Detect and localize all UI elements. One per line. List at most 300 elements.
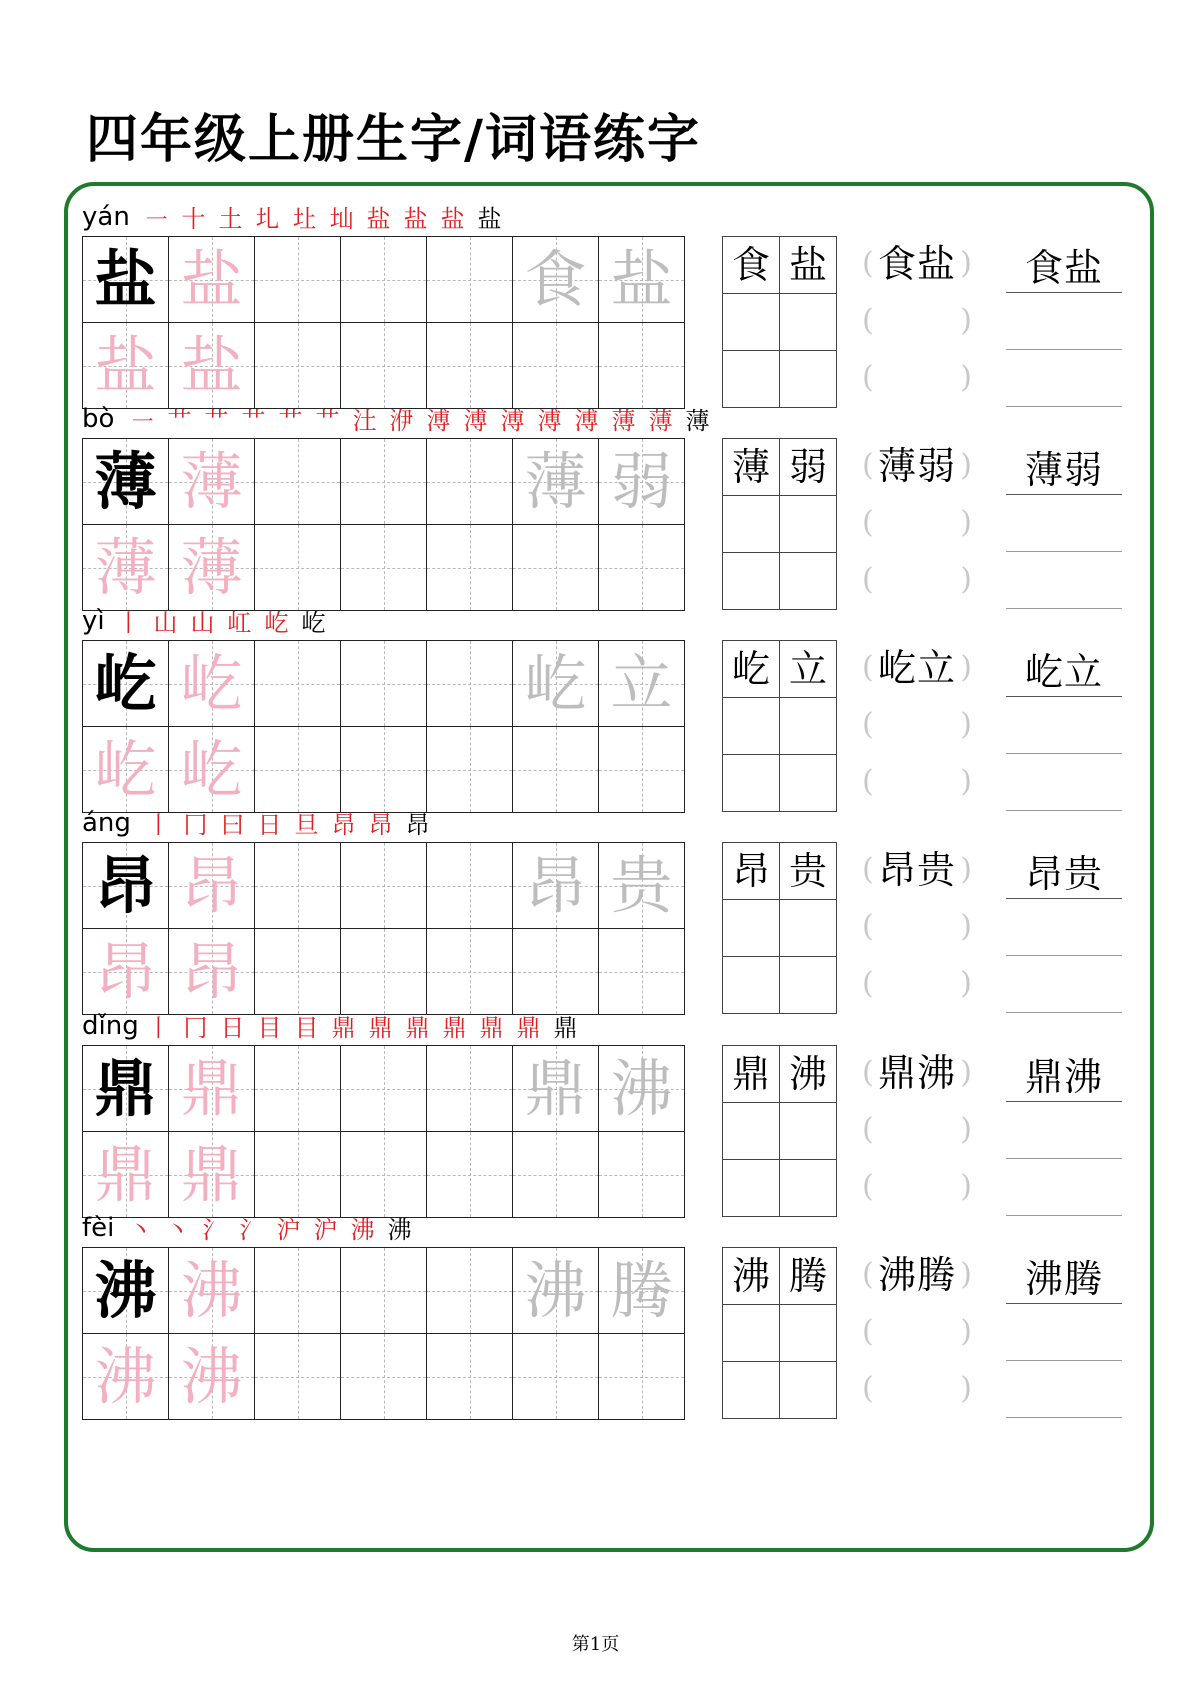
practice-cell[interactable] [169, 1334, 255, 1420]
model-char: 屹 [94, 646, 157, 720]
pinyin-label: dǐng [82, 1011, 139, 1041]
trace-char: 立 [610, 646, 673, 720]
close-paren: ) [960, 764, 972, 799]
word-cell[interactable]: 食 [723, 237, 780, 294]
stroke-step [325, 1013, 362, 1043]
stroke-glyph: 艹 [204, 407, 229, 435]
practice-cell[interactable] [83, 1132, 169, 1218]
practice-cell[interactable] [341, 641, 427, 727]
paren-blank[interactable] [862, 1361, 972, 1418]
word-cell[interactable] [780, 1362, 837, 1419]
stroke-glyph: 氵 [202, 1216, 227, 1244]
stroke-glyph: 溥 [500, 407, 525, 435]
open-paren: ( [862, 707, 874, 742]
close-paren: ) [960, 650, 972, 685]
stroke-step [212, 204, 249, 234]
open-paren: ( [862, 246, 874, 281]
stroke-step [124, 406, 161, 436]
close-paren: ) [960, 852, 972, 887]
practice-cell[interactable] [169, 843, 255, 929]
practice-grid [82, 1045, 685, 1218]
model-char: 盐 [94, 242, 157, 316]
underline-word: 食盐 [1024, 246, 1103, 290]
practice-cell[interactable] [169, 1248, 255, 1334]
practice-cell[interactable] [255, 929, 341, 1015]
stroke-glyph: 盐 [366, 205, 391, 233]
stroke-glyph: 圸 [329, 205, 354, 233]
practice-cell[interactable] [83, 1334, 169, 1420]
char-section [82, 1207, 1142, 1425]
practice-cell[interactable] [341, 1046, 427, 1132]
trace-char: 鼎 [524, 1051, 587, 1125]
underline-blank[interactable] [1006, 293, 1122, 350]
practice-cell[interactable] [169, 1132, 255, 1218]
practice-cell[interactable] [427, 727, 513, 813]
trace-char: 鼎 [94, 1137, 157, 1211]
stroke-glyph: 十 [181, 205, 206, 233]
stroke-step [471, 204, 508, 234]
open-paren: ( [862, 448, 874, 483]
close-paren: ) [960, 1169, 972, 1204]
stroke-step [436, 1013, 473, 1043]
practice-cell[interactable] [599, 439, 685, 525]
underline-word: 薄弱 [1024, 448, 1103, 492]
stroke-step [288, 810, 325, 840]
practice-cell[interactable] [427, 237, 513, 323]
stroke-glyph: 溥 [574, 407, 599, 435]
word-cell[interactable]: 腾 [780, 1248, 837, 1305]
open-paren: ( [862, 1314, 874, 1349]
close-paren: ) [960, 1112, 972, 1147]
stroke-glyph: ㇐ [130, 407, 155, 435]
practice-cell[interactable] [341, 727, 427, 813]
stroke-glyph: 圠 [255, 205, 280, 233]
practice-cell[interactable] [599, 641, 685, 727]
word-cell[interactable]: 弱 [780, 439, 837, 496]
practice-cell[interactable] [599, 727, 685, 813]
close-paren: ) [960, 707, 972, 742]
stroke-step [381, 1215, 418, 1245]
stroke-glyph: 鼎 [405, 1014, 430, 1042]
word-cell[interactable]: 昂 [723, 843, 780, 900]
underline-blank[interactable] [1006, 1102, 1122, 1159]
word-cell[interactable]: 屹 [723, 641, 780, 698]
word-grid [722, 438, 837, 610]
trace-char: 沸 [180, 1339, 243, 1413]
practice-cell[interactable] [255, 1046, 341, 1132]
stroke-step [344, 1215, 381, 1245]
practice-cell[interactable] [169, 727, 255, 813]
open-paren: ( [862, 505, 874, 540]
practice-cell[interactable] [513, 525, 599, 611]
underline-word: 昂贵 [1024, 852, 1103, 896]
page-title: 四年级上册生字/词语练字 [86, 109, 701, 170]
close-paren: ) [960, 448, 972, 483]
practice-cell[interactable] [255, 323, 341, 409]
underline-word: 屹立 [1024, 650, 1103, 694]
word-cell[interactable]: 立 [780, 641, 837, 698]
close-paren: ) [960, 303, 972, 338]
practice-cell[interactable] [83, 843, 169, 929]
stroke-glyph: 沸 [350, 1216, 375, 1244]
stroke-glyph: 沪 [276, 1216, 301, 1244]
practice-cell[interactable] [599, 1046, 685, 1132]
close-paren: ) [960, 562, 972, 597]
word-cell[interactable] [723, 1305, 780, 1362]
underline-blank[interactable] [1006, 495, 1122, 552]
close-paren: ) [960, 966, 972, 1001]
model-char: 昂 [94, 848, 157, 922]
stroke-glyph: 艹 [167, 407, 192, 435]
close-paren: ) [960, 1314, 972, 1349]
word-cell[interactable] [723, 496, 780, 553]
practice-cell[interactable] [513, 439, 599, 525]
stroke-glyph: 沪 [313, 1216, 338, 1244]
trace-char: 沸 [180, 1253, 243, 1327]
practice-cell[interactable] [255, 843, 341, 929]
stroke-glyph: 汢 [352, 407, 377, 435]
underline-blank[interactable] [1006, 1361, 1122, 1418]
underline-word: 鼎沸 [1024, 1055, 1103, 1099]
paren-word: 鼎沸 [877, 1051, 956, 1095]
stroke-step [196, 1215, 233, 1245]
stroke-glyph: 鼎 [516, 1014, 541, 1042]
stroke-glyph: 艹 [278, 407, 303, 435]
stroke-step [420, 406, 457, 436]
paren-blank[interactable] [862, 842, 972, 899]
stroke-step [642, 406, 679, 436]
close-paren: ) [960, 246, 972, 281]
stroke-glyph: 土 [218, 205, 243, 233]
stroke-step [286, 204, 323, 234]
trace-char: 贵 [610, 848, 673, 922]
word-cell[interactable] [780, 698, 837, 755]
practice-cell[interactable] [255, 1132, 341, 1218]
practice-cell[interactable] [255, 525, 341, 611]
trace-char: 薄 [180, 444, 243, 518]
practice-grid [82, 438, 685, 611]
stroke-glyph: 薄 [648, 407, 673, 435]
open-paren: ( [862, 562, 874, 597]
stroke-step [214, 810, 251, 840]
stroke-glyph: 盐 [403, 205, 428, 233]
trace-char: 鼎 [180, 1051, 243, 1125]
stroke-step [457, 406, 494, 436]
practice-cell[interactable] [513, 929, 599, 1015]
practice-cell[interactable] [83, 439, 169, 525]
word-grid [722, 1247, 837, 1419]
word-cell[interactable] [723, 1103, 780, 1160]
practice-cell[interactable] [83, 323, 169, 409]
practice-cell[interactable] [513, 237, 599, 323]
practice-grid [82, 1247, 685, 1420]
model-char: 薄 [94, 444, 157, 518]
stroke-step [198, 406, 235, 436]
open-paren: ( [862, 1371, 874, 1406]
practice-cell[interactable] [169, 1046, 255, 1132]
practice-cell[interactable] [341, 439, 427, 525]
practice-cell[interactable] [599, 237, 685, 323]
stroke-glyph: 目 [257, 1014, 282, 1042]
word-cell[interactable] [780, 1305, 837, 1362]
practice-cell[interactable] [341, 929, 427, 1015]
stroke-step [605, 406, 642, 436]
practice-cell[interactable] [341, 237, 427, 323]
paren-word: 屹立 [877, 646, 956, 690]
stroke-step [161, 406, 198, 436]
trace-char: 腾 [610, 1253, 673, 1327]
practice-grid [82, 236, 685, 409]
practice-cell[interactable] [255, 1334, 341, 1420]
practice-cell[interactable] [169, 439, 255, 525]
stroke-glyph: 沸 [387, 1216, 412, 1244]
practice-cell[interactable] [599, 1334, 685, 1420]
word-cell[interactable] [780, 900, 837, 957]
practice-cell[interactable] [427, 1046, 513, 1132]
open-paren: ( [862, 360, 874, 395]
stroke-glyph: 鼎 [442, 1014, 467, 1042]
stroke-glyph: 丶 [128, 1216, 153, 1244]
word-cell[interactable] [723, 294, 780, 351]
practice-cell[interactable] [599, 1132, 685, 1218]
practice-cell[interactable] [427, 1132, 513, 1218]
char-section [82, 1005, 1142, 1223]
paren-blank[interactable] [862, 293, 972, 350]
stroke-step [288, 1013, 325, 1043]
word-cell[interactable]: 盐 [780, 237, 837, 294]
close-paren: ) [960, 505, 972, 540]
practice-cell[interactable] [599, 525, 685, 611]
stroke-step [251, 810, 288, 840]
stroke-step [346, 406, 383, 436]
trace-char: 沸 [524, 1253, 587, 1327]
practice-cell[interactable] [427, 439, 513, 525]
stroke-glyph: 昂 [368, 811, 393, 839]
stroke-step [494, 406, 531, 436]
practice-cell[interactable] [83, 1046, 169, 1132]
stroke-glyph: 溥 [426, 407, 451, 435]
practice-cell[interactable] [341, 843, 427, 929]
stroke-glyph: 山 [153, 609, 178, 637]
word-grid [722, 236, 837, 408]
stroke-step [309, 406, 346, 436]
trace-char: 昂 [94, 934, 157, 1008]
practice-cell[interactable] [341, 1132, 427, 1218]
word-grid [722, 842, 837, 1014]
underline-blank[interactable] [1006, 640, 1122, 697]
practice-cell[interactable] [427, 929, 513, 1015]
word-cell[interactable] [780, 496, 837, 553]
practice-cell[interactable] [513, 323, 599, 409]
practice-cell[interactable] [427, 843, 513, 929]
trace-char: 盐 [94, 328, 157, 402]
stroke-step [249, 204, 286, 234]
open-paren: ( [862, 303, 874, 338]
paren-blank[interactable] [862, 1102, 972, 1159]
trace-char: 薄 [524, 444, 587, 518]
close-paren: ) [960, 1055, 972, 1090]
stroke-glyph: ㇐ [144, 205, 169, 233]
underline-word: 沸腾 [1024, 1257, 1103, 1301]
trace-char: 薄 [94, 530, 157, 604]
stroke-glyph: 昂 [405, 811, 430, 839]
stroke-glyph: 艹 [315, 407, 340, 435]
stroke-step [184, 608, 221, 638]
practice-cell[interactable] [255, 237, 341, 323]
stroke-step [679, 406, 716, 436]
word-cell[interactable] [780, 1103, 837, 1160]
paren-blank[interactable] [862, 236, 972, 293]
underline-blank[interactable] [1006, 842, 1122, 899]
paren-blank[interactable] [862, 1247, 972, 1304]
practice-cell[interactable] [83, 1248, 169, 1334]
practice-cell[interactable] [427, 1248, 513, 1334]
pinyin-label: fèi [82, 1213, 115, 1243]
page-number: 第1页 [571, 1634, 620, 1655]
paren-blank[interactable] [862, 1045, 972, 1102]
practice-cell[interactable] [83, 929, 169, 1015]
underline-blank[interactable] [1006, 899, 1122, 956]
trace-char: 盐 [610, 242, 673, 316]
practice-cell[interactable] [513, 1132, 599, 1218]
practice-cell[interactable] [513, 843, 599, 929]
practice-cell[interactable] [169, 323, 255, 409]
practice-cell[interactable] [255, 641, 341, 727]
stroke-step [251, 1013, 288, 1043]
practice-cell[interactable] [255, 1248, 341, 1334]
paren-blank[interactable] [862, 697, 972, 754]
word-cell[interactable]: 贵 [780, 843, 837, 900]
trace-char: 沸 [610, 1051, 673, 1125]
practice-cell[interactable] [83, 525, 169, 611]
paren-blank[interactable] [862, 495, 972, 552]
underline-blank[interactable] [1006, 697, 1122, 754]
open-paren: ( [862, 1169, 874, 1204]
char-section [82, 802, 1142, 1020]
underline-blank[interactable] [1006, 438, 1122, 495]
stroke-glyph: 丶 [165, 1216, 190, 1244]
practice-cell[interactable] [83, 727, 169, 813]
stroke-glyph: 目 [294, 1014, 319, 1042]
trace-char: 鼎 [180, 1137, 243, 1211]
practice-cell[interactable] [599, 1248, 685, 1334]
practice-cell[interactable] [255, 439, 341, 525]
stroke-glyph: 鼎 [368, 1014, 393, 1042]
practice-cell[interactable] [341, 1334, 427, 1420]
word-cell[interactable]: 薄 [723, 439, 780, 496]
practice-cell[interactable] [255, 727, 341, 813]
stroke-glyph: 丨 [116, 609, 141, 637]
pinyin-label: yì [82, 606, 105, 636]
stroke-glyph: 洢 [389, 407, 414, 435]
stroke-step [270, 1215, 307, 1245]
practice-cell[interactable] [599, 843, 685, 929]
stroke-glyph: 冂 [183, 811, 208, 839]
stroke-step [399, 810, 436, 840]
stroke-order [138, 200, 508, 234]
stroke-step [140, 1013, 177, 1043]
char-section [82, 600, 1142, 818]
practice-cell[interactable] [427, 1334, 513, 1420]
practice-cell[interactable] [341, 525, 427, 611]
word-cell[interactable]: 沸 [780, 1046, 837, 1103]
paren-blank[interactable] [862, 899, 972, 956]
underline-blank[interactable] [1006, 1247, 1122, 1304]
practice-cell[interactable] [169, 641, 255, 727]
close-paren: ) [960, 1371, 972, 1406]
practice-cell[interactable] [599, 323, 685, 409]
word-cell[interactable] [723, 698, 780, 755]
practice-cell[interactable] [169, 237, 255, 323]
word-cell[interactable]: 鼎 [723, 1046, 780, 1103]
trace-char: 屹 [94, 732, 157, 806]
word-cell[interactable] [723, 900, 780, 957]
practice-cell[interactable] [169, 525, 255, 611]
trace-char: 薄 [180, 530, 243, 604]
underline-blank[interactable] [1006, 1304, 1122, 1361]
practice-cell[interactable] [427, 323, 513, 409]
paren-blank[interactable] [862, 640, 972, 697]
practice-cell[interactable] [513, 1248, 599, 1334]
practice-cell[interactable] [169, 929, 255, 1015]
stroke-step [295, 608, 332, 638]
paren-blank[interactable] [862, 1304, 972, 1361]
paren-word: 食盐 [877, 242, 956, 286]
stroke-glyph: 盐 [440, 205, 465, 233]
practice-cell[interactable] [83, 237, 169, 323]
underline-blank[interactable] [1006, 236, 1122, 293]
stroke-step [147, 608, 184, 638]
word-grid [722, 1045, 837, 1217]
practice-cell[interactable] [427, 525, 513, 611]
stroke-step [473, 1013, 510, 1043]
practice-cell[interactable] [513, 641, 599, 727]
practice-cell[interactable] [513, 1046, 599, 1132]
stroke-glyph: 薄 [611, 407, 636, 435]
stroke-step [547, 1013, 584, 1043]
stroke-glyph: 日 [257, 811, 282, 839]
practice-cell[interactable] [513, 727, 599, 813]
stroke-glyph: 冂 [183, 1014, 208, 1042]
practice-cell[interactable] [427, 641, 513, 727]
stroke-glyph: 圵 [292, 205, 317, 233]
pinyin-label: yán [82, 202, 130, 232]
paren-blank[interactable] [862, 438, 972, 495]
practice-cell[interactable] [341, 323, 427, 409]
close-paren: ) [960, 909, 972, 944]
underline-blank[interactable] [1006, 1045, 1122, 1102]
pinyin-label: bò [82, 404, 115, 434]
practice-grid [82, 842, 685, 1015]
practice-cell[interactable] [83, 641, 169, 727]
stroke-glyph: 屹 [264, 609, 289, 637]
model-char: 鼎 [94, 1051, 157, 1125]
paren-word: 薄弱 [877, 444, 956, 488]
word-cell[interactable] [723, 1362, 780, 1419]
stroke-glyph: 艹 [241, 407, 266, 435]
stroke-glyph: 屸 [227, 609, 252, 637]
stroke-step [214, 1013, 251, 1043]
stroke-step [235, 406, 272, 436]
word-cell[interactable]: 沸 [723, 1248, 780, 1305]
stroke-step [177, 1013, 214, 1043]
word-cell[interactable] [780, 294, 837, 351]
trace-char: 盐 [180, 242, 243, 316]
stroke-step [159, 1215, 196, 1245]
practice-cell[interactable] [599, 929, 685, 1015]
practice-cell[interactable] [341, 1248, 427, 1334]
practice-cell[interactable] [513, 1334, 599, 1420]
